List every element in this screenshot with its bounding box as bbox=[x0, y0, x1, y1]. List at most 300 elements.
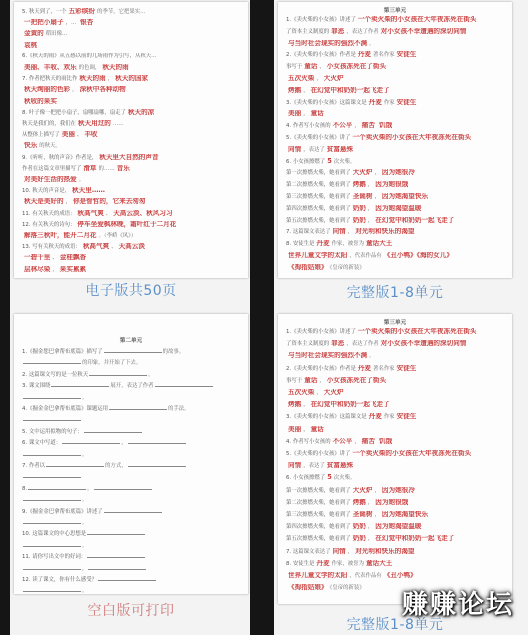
answer-text: 秋天里…… bbox=[72, 187, 106, 195]
question-text: 1.《卖火柴的小女孩》讲述了 bbox=[286, 17, 356, 23]
answer-text: 秋天绚丽的色彩 bbox=[24, 86, 71, 94]
answer-text: 一个卖火柴的小女孩在大年夜冻死在街头 bbox=[357, 328, 477, 335]
question-text: 《皇帝的新装》 bbox=[329, 264, 365, 271]
answer-text: 袁桃 bbox=[24, 41, 38, 49]
question-text: 。 bbox=[82, 451, 88, 458]
blank-fill-line[interactable] bbox=[23, 451, 81, 456]
answer-text: 对光明和快乐的渴望 bbox=[355, 547, 415, 555]
doc-line bbox=[14, 165, 248, 172]
answer-text: 奶奶 bbox=[352, 535, 366, 543]
question-text: 2. 这篇课文写的是一位秋天 bbox=[22, 371, 89, 378]
doc-line bbox=[14, 542, 248, 549]
answer-text: 饥饿 bbox=[378, 437, 393, 445]
answer-text: 在幻觉中和奶奶一起飞走了 bbox=[310, 86, 390, 94]
blank-fill-line[interactable] bbox=[23, 473, 81, 478]
doc-line bbox=[278, 340, 512, 347]
answer-text: 因为她渴望温暖 bbox=[375, 204, 422, 212]
answer-text: 童话 bbox=[304, 63, 318, 71]
blank-fill-line[interactable] bbox=[23, 359, 81, 364]
doc-line bbox=[278, 548, 512, 555]
answer-text: 一碧千里 bbox=[24, 254, 51, 262]
answer-text: 金桂飘香 bbox=[59, 254, 87, 262]
doc-line bbox=[14, 348, 248, 355]
blank-fill-line[interactable] bbox=[23, 519, 81, 524]
doc-line bbox=[14, 176, 248, 183]
answer-text: 《拇指姑娘》 bbox=[288, 584, 328, 592]
answer-text: 因为她渴望温暖 bbox=[375, 523, 422, 531]
doc-line bbox=[14, 64, 248, 71]
answer-text: 烤鹅 bbox=[352, 498, 366, 506]
answer-text: 秋天的凉 bbox=[127, 108, 155, 116]
question-text: 著名作家 bbox=[373, 52, 395, 59]
answer-text: 同情 bbox=[288, 145, 302, 153]
answer-text: 美丽、丰收、欢乐 bbox=[24, 64, 77, 71]
blank-fill-line[interactable] bbox=[23, 565, 81, 570]
answer-text: 童话 bbox=[310, 425, 324, 433]
blank-fill-line[interactable] bbox=[104, 348, 162, 353]
answer-text: 同情 bbox=[332, 547, 346, 555]
question-text: ， bbox=[64, 188, 71, 195]
answer-text: 你是智哲的，它来去匆匆 bbox=[72, 198, 146, 206]
question-text: 、 bbox=[76, 132, 83, 139]
doc-line bbox=[14, 53, 248, 59]
answer-text: 银杏 bbox=[80, 19, 94, 27]
page-title: 第二单元 bbox=[119, 338, 143, 344]
doc-line bbox=[14, 254, 248, 261]
blank-fill-line[interactable] bbox=[88, 565, 146, 570]
blank-fill-line[interactable] bbox=[87, 553, 145, 558]
answer-text: 痛苦 bbox=[361, 122, 375, 130]
doc-line bbox=[278, 122, 512, 129]
answer-text: 秋天里大自然的声音 bbox=[99, 153, 159, 161]
doc-line bbox=[278, 535, 512, 542]
answer-text: 秋天的国家 bbox=[115, 75, 149, 83]
answer-text: 因为她渴望快乐 bbox=[381, 193, 429, 200]
blank-fill-line[interactable] bbox=[23, 496, 81, 501]
question-text: 10. 秋天的声音是 bbox=[22, 188, 65, 195]
doc-line bbox=[14, 576, 248, 583]
page-title: 第三单元 bbox=[383, 320, 407, 326]
question-text: 的…… bbox=[98, 165, 115, 172]
doc-line bbox=[278, 217, 512, 224]
answer-text: 美丽 bbox=[61, 131, 75, 139]
question-text: 4.《掘金金巴拿帮布底篇》课题运用 bbox=[22, 406, 109, 412]
answer-text: 一个卖火柴的小女孩在大年夜冻死在街头 bbox=[357, 16, 477, 23]
doc-line bbox=[14, 394, 248, 401]
question-text: 第三次擦燃火柴，她看到了 bbox=[286, 512, 351, 518]
answer-text: 丹麦 bbox=[357, 51, 372, 59]
question-text: 。（李峤《风》） bbox=[98, 233, 137, 239]
doc-line bbox=[278, 389, 512, 396]
doc-line bbox=[278, 264, 512, 271]
question-text: ， bbox=[319, 377, 325, 384]
question-text: 5. 秋天到了，一个 bbox=[22, 9, 67, 15]
question-text: 次火柴。 bbox=[333, 475, 356, 482]
blank-fill-line[interactable] bbox=[89, 371, 147, 376]
question-text: ， bbox=[303, 111, 309, 118]
question-text: 8. 叶子像一把把小扇子，扇哪扇哪，扇走了 bbox=[22, 109, 126, 116]
doc-line bbox=[278, 377, 512, 384]
doc-line bbox=[278, 169, 512, 176]
answer-text: 世界儿童文学的太阳 bbox=[288, 572, 348, 579]
doc-line bbox=[14, 198, 248, 205]
question-text: 。 bbox=[78, 177, 85, 183]
answer-text: 一个卖火柴的小女孩在大年夜冻死在街头 bbox=[352, 134, 472, 141]
question-text: ，表达了作者 bbox=[346, 28, 379, 35]
doc-line bbox=[14, 428, 248, 435]
question-text: 第三次擦燃火柴，她看到了 bbox=[286, 194, 351, 200]
answer-text: 同情 bbox=[332, 228, 346, 236]
doc-line bbox=[278, 365, 512, 372]
doc-line bbox=[278, 40, 512, 47]
question-text: ，代表作品有 bbox=[349, 573, 382, 579]
question-text: 第五次擦燃火柴，她看到了 bbox=[286, 536, 351, 543]
answer-text: 小女孩冻死在了街头 bbox=[326, 376, 387, 384]
answer-text: 烤鹅 bbox=[288, 86, 302, 94]
doc-line bbox=[278, 328, 512, 335]
answer-text: 童话大王 bbox=[365, 559, 393, 567]
question-text: 6. 小女孩擦燃了 bbox=[286, 158, 326, 165]
question-text: 。 bbox=[82, 394, 88, 401]
doc-line bbox=[14, 382, 248, 389]
blank-fill-line[interactable] bbox=[128, 439, 186, 444]
blank-fill-line[interactable] bbox=[23, 416, 81, 421]
question-text: ， bbox=[374, 487, 380, 494]
answer-text: 童话大王 bbox=[365, 240, 393, 248]
doc-line bbox=[278, 193, 512, 200]
answer-text: 对美好生活的热爱 bbox=[24, 176, 77, 183]
doc-line bbox=[14, 508, 248, 515]
question-text: 5.《卖火柴的小女孩》讲了 bbox=[286, 135, 351, 141]
page-bottom-right bbox=[278, 314, 512, 604]
doc-line bbox=[14, 530, 248, 537]
question-text: 8. 安徒生是 bbox=[286, 560, 315, 567]
blank-fill-line[interactable] bbox=[23, 394, 81, 399]
question-text: 、 bbox=[111, 244, 117, 251]
caption-bottom-right: 完整版1-8单元 bbox=[346, 617, 444, 633]
question-text: ，… bbox=[65, 20, 79, 27]
doc-line bbox=[278, 413, 512, 420]
answer-text: 丹麦 bbox=[357, 364, 372, 372]
answer-text: 因为她很冷 bbox=[381, 486, 415, 494]
question-text: 的色调， bbox=[78, 65, 101, 71]
doc-line bbox=[14, 473, 248, 480]
answer-text: 贫富悬殊 bbox=[326, 462, 354, 470]
doc-line bbox=[14, 120, 248, 127]
question-text: 7. 这篇课文表达了 bbox=[286, 229, 331, 236]
question-text: ，代表作品有 bbox=[349, 253, 382, 259]
doc-line bbox=[278, 240, 512, 247]
caption-top-left: 电子版共50页 bbox=[85, 283, 177, 299]
answer-text: 天高云淡、秋风习习 bbox=[113, 209, 173, 217]
blank-fill-line[interactable] bbox=[109, 405, 167, 410]
doc-line bbox=[14, 451, 248, 458]
question-text: 作家 bbox=[383, 99, 395, 106]
blank-fill-line[interactable] bbox=[87, 530, 145, 535]
answer-text: 秋天用过的 bbox=[77, 120, 111, 127]
answer-text: 秋收的果实 bbox=[24, 97, 57, 105]
question-text: 11. 有关秋天的成语： bbox=[22, 210, 76, 217]
answer-text: 5 bbox=[327, 157, 332, 165]
answer-text: 五彩缤纷 bbox=[68, 8, 95, 15]
doc-line bbox=[278, 63, 512, 70]
question-text: ， bbox=[367, 182, 374, 189]
question-text: 著名作家 bbox=[373, 365, 395, 372]
blank-fill-line[interactable] bbox=[23, 542, 81, 547]
doc-line bbox=[14, 553, 248, 560]
answer-text: 罪恶 bbox=[331, 27, 345, 35]
doc-line bbox=[278, 401, 512, 408]
doc-line bbox=[278, 572, 512, 579]
question-text: 6. 小女孩擦燃了 bbox=[286, 475, 326, 482]
blank-fill-line[interactable] bbox=[28, 485, 86, 490]
question-text: 8. 安徒生是 bbox=[286, 241, 315, 248]
doc-line bbox=[14, 266, 248, 273]
answer-text: 秋高气爽 bbox=[77, 209, 104, 217]
question-text: ， bbox=[354, 123, 360, 130]
answer-text: 丹麦 bbox=[316, 240, 330, 248]
question-text: 从整体上描写了 bbox=[22, 132, 60, 139]
question-text: 、 bbox=[105, 210, 112, 217]
answer-text: 在幻觉中和奶奶一起飞走了 bbox=[375, 535, 455, 543]
doc-line bbox=[278, 523, 512, 530]
answer-text: 大火炉 bbox=[323, 389, 344, 396]
answer-text: 童话 bbox=[310, 110, 324, 118]
doc-line bbox=[14, 131, 248, 138]
doc-line bbox=[278, 474, 512, 481]
question-text: 10. 这篇课文的中心思想是 bbox=[22, 531, 87, 538]
doc-line bbox=[278, 499, 512, 506]
answer-text: 在幻觉中和奶奶一起飞走了 bbox=[375, 216, 455, 224]
question-text: 第一次擦燃火柴，她看到了 bbox=[286, 170, 351, 177]
answer-text: 因为她很饿 bbox=[375, 181, 409, 189]
question-text: ， bbox=[374, 194, 380, 200]
question-text: ， bbox=[316, 76, 322, 82]
question-text: ， bbox=[72, 87, 78, 94]
answer-text: 五次火柴 bbox=[288, 389, 315, 396]
question-text: 事写于 bbox=[286, 64, 303, 71]
watermark-text: 赚赚论坛 bbox=[401, 590, 514, 620]
answer-text: 秋天的雨 bbox=[102, 64, 129, 71]
doc-line bbox=[14, 98, 248, 105]
question-text: 第四次擦燃火柴，她看到了 bbox=[286, 524, 351, 531]
answer-text: 5 bbox=[327, 474, 332, 482]
answer-text: 饥饿 bbox=[378, 122, 393, 130]
answer-text: 快乐 bbox=[24, 142, 38, 150]
question-text: 了资本主义制度的 bbox=[286, 341, 330, 348]
page-title: 第三单元 bbox=[383, 8, 407, 14]
doc-line bbox=[14, 519, 248, 526]
blank-fill-line[interactable] bbox=[51, 382, 109, 387]
question-text: 4. 作者写小女孩的 bbox=[286, 438, 331, 445]
doc-line bbox=[14, 565, 248, 572]
doc-line bbox=[14, 30, 248, 37]
question-text: 12. 读了课文，你有什么感受？ bbox=[22, 577, 97, 583]
doc-line bbox=[14, 587, 248, 594]
question-text: 秋天是我们的，我们在 bbox=[22, 121, 76, 127]
question-text: ， bbox=[121, 440, 127, 447]
question-text: 展开，表达了作者 bbox=[110, 383, 154, 390]
question-text: ， bbox=[354, 438, 360, 445]
doc-line bbox=[278, 75, 512, 82]
question-text: ， bbox=[107, 76, 114, 83]
doc-line bbox=[14, 496, 248, 503]
blank-fill-line[interactable] bbox=[128, 462, 186, 467]
answer-text: 天高云淡 bbox=[118, 243, 145, 251]
answer-text: 贫富悬殊 bbox=[326, 145, 354, 153]
question-text: ， bbox=[374, 512, 380, 518]
doc-line bbox=[278, 16, 512, 23]
answer-text: 对光明和快乐的渴望 bbox=[355, 228, 415, 236]
answer-text: 滑草 bbox=[83, 164, 97, 172]
doc-line bbox=[14, 109, 248, 116]
blank-fill-line[interactable] bbox=[94, 485, 152, 490]
question-text: 。 bbox=[82, 588, 88, 594]
answer-text: 秋天的雨 bbox=[79, 75, 106, 83]
question-text: ， bbox=[148, 371, 154, 378]
doc-line bbox=[14, 405, 248, 412]
question-text: 。 bbox=[369, 353, 375, 360]
question-text: ， bbox=[367, 499, 374, 506]
answer-text: 大火炉 bbox=[352, 486, 373, 494]
answer-text: 烤鹅 bbox=[288, 401, 302, 409]
question-text: 7. 这篇课文表达了 bbox=[286, 548, 331, 555]
question-text: 9.《掘金金巴拿帮布底篇》讲述了 bbox=[22, 508, 103, 515]
answer-text: 停车坐爱枫林晚，霜叶红于二月花 bbox=[77, 220, 177, 228]
question-text: ， bbox=[52, 266, 58, 273]
question-text: 7. 作者把秋天的雨比作 bbox=[22, 76, 78, 83]
answer-text: 奶奶 bbox=[352, 523, 366, 531]
answer-text: 安徒生 bbox=[396, 98, 417, 106]
blank-fill-line[interactable] bbox=[84, 428, 142, 433]
doc-line bbox=[278, 228, 512, 235]
question-text: 的方式， bbox=[105, 463, 127, 469]
answer-text: 解落三秋叶，能开二月花 bbox=[24, 232, 97, 239]
doc-line bbox=[278, 205, 512, 212]
answer-text: 丹麦 bbox=[368, 413, 382, 421]
question-text: 11. 请你写出文中的好词： bbox=[22, 554, 87, 561]
question-text: 3.《卖火柴的小女孩》这篇课文是 bbox=[286, 414, 367, 421]
doc-line bbox=[14, 75, 248, 82]
question-text: 8. bbox=[22, 485, 28, 492]
question-text: ，表达了作者 bbox=[346, 341, 379, 348]
doc-line bbox=[278, 181, 512, 188]
answer-text: 痛苦 bbox=[361, 437, 375, 445]
answer-text: 金黄的 bbox=[24, 30, 44, 38]
question-text: 的季节，它把果实… bbox=[96, 9, 146, 15]
answer-text: 音乐 bbox=[116, 164, 130, 172]
question-text: 5.《卖火柴的小女孩》讲了 bbox=[286, 451, 351, 457]
doc-line bbox=[278, 28, 512, 35]
question-text: ， bbox=[319, 64, 325, 71]
question-text: 第五次擦燃火柴，她看到了 bbox=[286, 217, 351, 224]
doc-line bbox=[278, 110, 512, 117]
blank-fill-line[interactable] bbox=[98, 576, 156, 581]
page-top-left bbox=[14, 2, 248, 278]
dark-divider bbox=[250, 0, 274, 635]
question-text: ，表达了 bbox=[303, 146, 325, 153]
doc-line bbox=[278, 560, 512, 567]
answer-text: 《丑小鸭》《海的女儿》 bbox=[383, 252, 453, 259]
answer-text: 圣诞树 bbox=[352, 193, 373, 200]
doc-line bbox=[14, 416, 248, 423]
answer-text: 《拇指姑娘》 bbox=[288, 263, 328, 271]
blank-fill-line[interactable] bbox=[62, 439, 120, 444]
doc-line bbox=[278, 450, 512, 457]
dark-edge-left bbox=[0, 0, 10, 635]
question-text: ， bbox=[91, 154, 98, 161]
question-text: 13. 写有关秋天的成语： bbox=[22, 244, 81, 251]
question-text: 。 bbox=[82, 542, 88, 549]
doc-line bbox=[278, 99, 512, 106]
answer-text: 罪恶 bbox=[331, 340, 345, 348]
doc-line bbox=[14, 187, 248, 194]
answer-text: 大火炉 bbox=[352, 169, 373, 177]
doc-line bbox=[14, 8, 248, 15]
answer-text: 《丑小鸭》 bbox=[383, 572, 417, 579]
answer-text: 安徒生 bbox=[396, 413, 417, 421]
question-text: 第二次擦燃火柴，她看到了 bbox=[286, 182, 351, 189]
answer-text: 奶奶 bbox=[352, 204, 366, 212]
doc-line bbox=[14, 359, 248, 366]
doc-line bbox=[14, 142, 248, 149]
doc-line bbox=[278, 426, 512, 433]
doc-line bbox=[14, 210, 248, 217]
question-text: ， bbox=[87, 485, 93, 492]
question-text: 3.《卖火柴的小女孩》这篇课文是 bbox=[286, 99, 367, 106]
answer-text: 安徒生 bbox=[396, 364, 417, 372]
question-text: ， bbox=[367, 524, 374, 531]
question-text: ， bbox=[367, 205, 374, 212]
doc-line bbox=[278, 487, 512, 494]
question-text: ， bbox=[303, 426, 309, 433]
page-top-right bbox=[278, 2, 512, 278]
question-text: 从秋天… bbox=[134, 52, 157, 59]
blank-fill-line[interactable] bbox=[104, 508, 162, 513]
question-text: 作者在这篇文章里描写了 bbox=[22, 165, 82, 172]
doc-line bbox=[14, 243, 248, 250]
answer-text: 同情 bbox=[288, 462, 302, 470]
question-text: 12. 有关秋天的诗句： bbox=[22, 221, 76, 228]
doc-line bbox=[14, 485, 248, 492]
blank-fill-line[interactable] bbox=[46, 462, 104, 467]
question-text: 作家，被誉为 bbox=[331, 560, 364, 567]
question-text: 的手法。 bbox=[168, 406, 190, 412]
doc-line bbox=[278, 252, 512, 259]
answer-text: 秋天是美好的 bbox=[24, 198, 64, 206]
question-text: 作家 bbox=[383, 414, 395, 421]
question-text: 7. 作者以 bbox=[22, 463, 46, 469]
doc-line bbox=[278, 146, 512, 153]
question-text: ， bbox=[82, 565, 88, 572]
doc-line bbox=[278, 511, 512, 518]
question-text: ， bbox=[374, 170, 380, 177]
doc-line bbox=[278, 462, 512, 469]
question-text: ， bbox=[316, 390, 322, 396]
question-text: 6. 课文中写道： bbox=[22, 440, 62, 447]
question-text: ， bbox=[367, 536, 374, 543]
question-text: ， bbox=[303, 402, 309, 409]
blank-fill-line[interactable] bbox=[23, 587, 81, 592]
doc-line bbox=[14, 462, 248, 469]
answer-text: 五次火柴 bbox=[288, 75, 315, 82]
blank-fill-line[interactable] bbox=[155, 382, 213, 387]
question-text: 2.《卖火柴的小女孩》作者是 bbox=[286, 52, 356, 59]
answer-text: 因为她很冷 bbox=[381, 169, 415, 177]
answer-text: 与当时社会现实的强烈不满 bbox=[288, 352, 368, 360]
doc-line bbox=[14, 154, 248, 161]
question-text: 第四次擦燃火柴，她看到了 bbox=[286, 205, 351, 212]
